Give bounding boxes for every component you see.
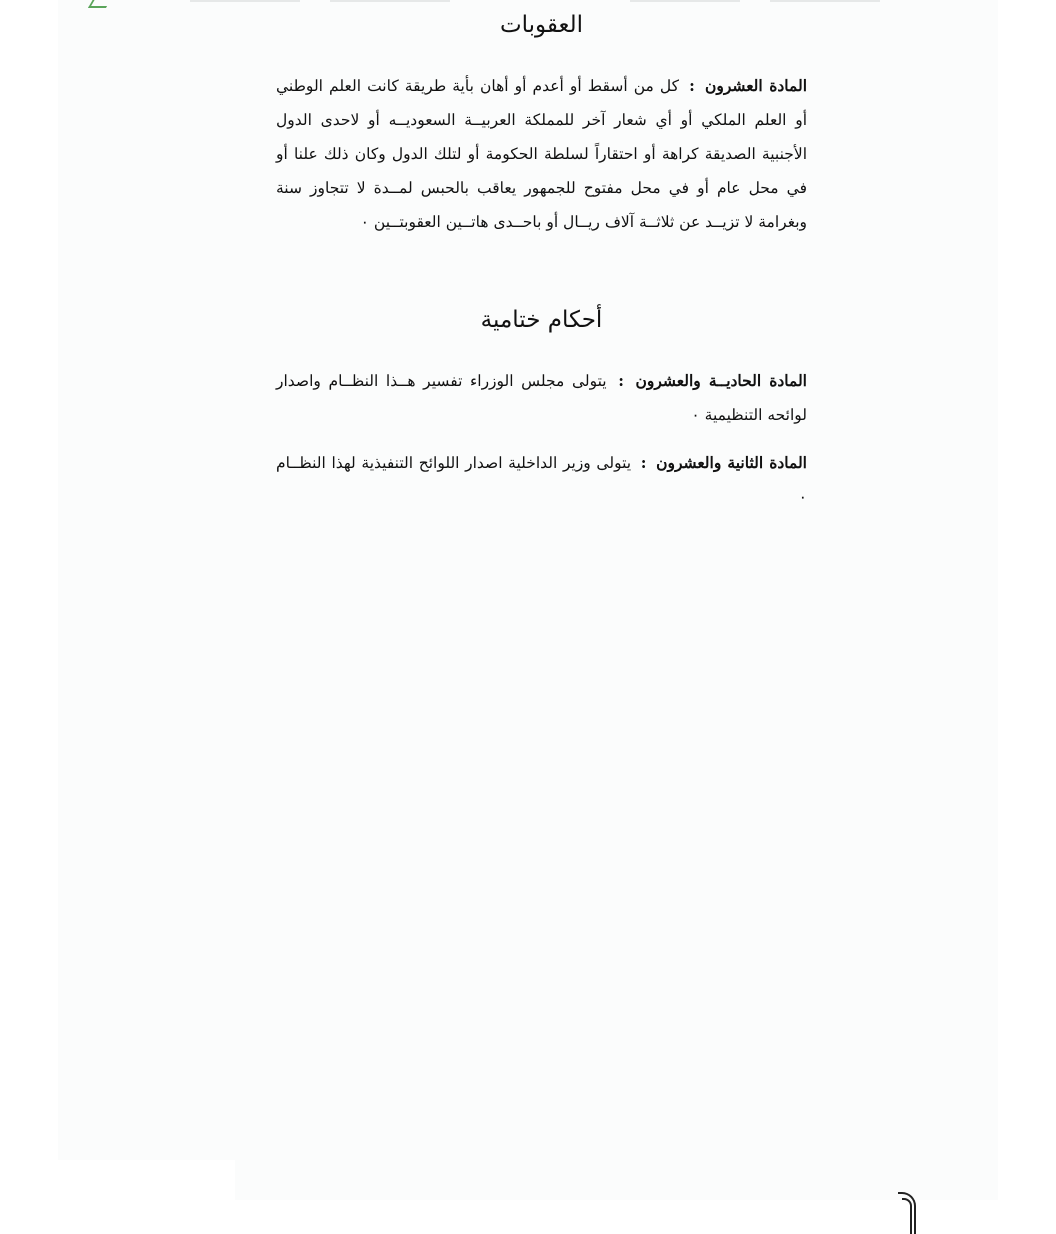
top-scan-mark: [190, 0, 300, 2]
article-22: [276, 446, 807, 514]
article-21: [276, 364, 807, 432]
article-paragraph: [276, 364, 807, 432]
section-heading-final-provisions: أحكام ختامية: [480, 307, 603, 333]
top-scan-mark: [330, 0, 450, 2]
section-heading-penalties: العقوبات: [499, 12, 584, 38]
article-text: يتولى مجلس الوزراء تفسير هــذا النظــام واصدار لوائحه التنظيمية ٠: [276, 372, 807, 424]
article-separator: :: [689, 76, 695, 95]
top-scan-mark: [770, 0, 880, 2]
article-text: كل من أسقط أو أعدم أو أهان بأية طريقة كانت العلم الوطني أو العلم الملكي أو أي شعار آخر للمملكة العربيــة السعوديــه أو لاحدى الدول الأجنبية الصديقة كراهة أو احتقاراً لسلطة الحكومة أو لتلك الدول وكان ذلك علنا أو في محل عام أو في محل مفتوح للجمهور يعاقب بالحبس لمــدة لا تتجاوز سنة وبغرامة لا تزيــد عن ثلاثــة آلاف ريــال أو باحــدى هاتــين العقوبتــين ٠: [276, 77, 807, 231]
article-label: المادة العشرون: [704, 76, 807, 95]
page-sheet-bottom: [235, 1160, 998, 1200]
article-paragraph: [276, 69, 807, 239]
scan-bracket-mark: [902, 1198, 912, 1234]
article-paragraph: [276, 446, 807, 514]
top-scan-mark: [630, 0, 740, 2]
article-separator: :: [640, 453, 647, 472]
article-separator: :: [618, 371, 624, 390]
article-20: [276, 69, 807, 239]
article-label: المادة الثانية والعشرون: [656, 453, 807, 472]
article-label: المادة الحاديــة والعشرون: [635, 371, 807, 390]
article-text: يتولى وزير الداخلية اصدار اللوائح التنفيذية لهذا النظــام ٠: [276, 454, 807, 506]
